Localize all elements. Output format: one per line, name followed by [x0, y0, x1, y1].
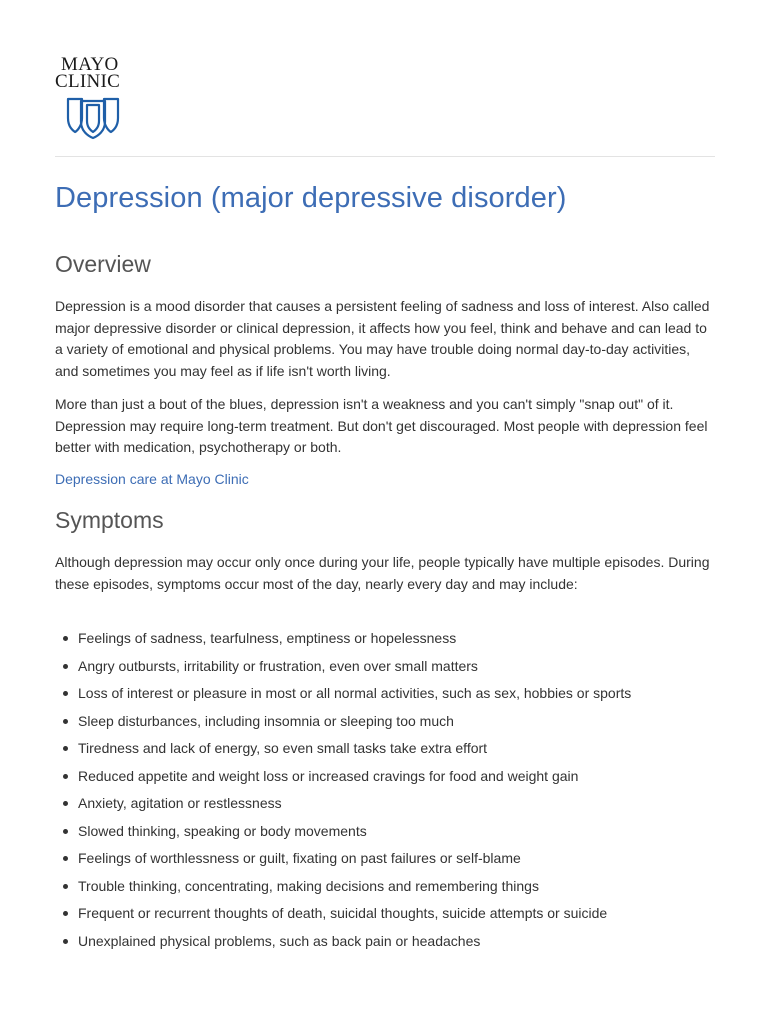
bullet-icon	[63, 691, 68, 696]
list-item	[55, 765, 715, 793]
symptom-text: Anxiety, agitation or restlessness	[78, 795, 282, 811]
header-divider	[55, 156, 715, 157]
bullet-icon	[63, 856, 68, 861]
list-item	[55, 902, 715, 930]
symptom-text: Angry outbursts, irritability or frustration, even over small matters	[78, 657, 478, 674]
bullet-icon	[63, 746, 68, 751]
symptom-text: Tiredness and lack of energy, so even small tasks take extra effort	[78, 740, 488, 756]
symptoms-list	[55, 627, 715, 957]
symptom-text: Feelings of worthlessness or guilt, fixating on past failures or self-blame	[78, 850, 521, 866]
symptom-text: Feelings of sadness, tearfulness, emptiness or hopelessness	[78, 630, 457, 646]
symptom-text: Reduced appetite and weight loss or increased cravings for food and weight gain	[78, 767, 579, 784]
overview-heading: Overview	[55, 251, 151, 277]
symptoms-heading: Symptoms	[55, 507, 164, 533]
list-item	[55, 682, 715, 710]
logo-wordmark-line1: MAYO	[61, 54, 119, 75]
bullet-icon	[63, 664, 68, 669]
symptom-text: Unexplained physical problems, such as back pain or headaches	[78, 932, 481, 949]
bullet-icon	[63, 719, 68, 724]
list-item	[55, 875, 715, 903]
logo-wordmark-line2: CLINIC	[55, 71, 121, 92]
bullet-icon	[63, 939, 68, 944]
list-item	[55, 627, 715, 655]
overview-paragraph-2: More than just a bout of the blues, depression isn't a weakness and you can't simply "snap out" of it. Depression may require long-term treatment. But don't get discouraged. Most people with depression feel better with medication, psychotherapy or both.	[55, 396, 708, 455]
bullet-icon	[63, 829, 68, 834]
symptom-text: Frequent or recurrent thoughts of death, suicidal thoughts, suicide attempts or suicide	[78, 905, 608, 921]
bullet-icon	[63, 801, 68, 806]
list-item	[55, 930, 715, 958]
list-item	[55, 820, 715, 848]
bullet-icon	[63, 884, 68, 889]
mayo-clinic-logo[interactable]	[55, 56, 131, 140]
bullet-icon	[63, 911, 68, 916]
list-item	[55, 710, 715, 738]
symptoms-intro: Although depression may occur only once during your life, people typically have multiple episodes. During these episodes, symptoms occur most of the day, nearly every day and may include:	[55, 554, 710, 592]
bullet-icon	[63, 774, 68, 779]
list-item	[55, 655, 715, 683]
bullet-icon	[63, 636, 68, 641]
symptom-text: Trouble thinking, concentrating, making decisions and remembering things	[78, 877, 539, 894]
overview-paragraph-1: Depression is a mood disorder that causes a persistent feeling of sadness and loss of interest. Also called major depressive disorder or clinical depression, it affects how you feel, think and behave and can lead to a variety of emotional and physical problems. You may have trouble doing normal day-to-day activities, and sometimes you may feel as if life isn't worth living.	[55, 298, 710, 379]
list-item	[55, 737, 715, 765]
depression-care-link[interactable]: Depression care at Mayo Clinic	[55, 471, 249, 487]
list-item	[55, 792, 715, 820]
page-title: Depression (major depressive disorder)	[55, 182, 567, 214]
list-item	[55, 847, 715, 875]
mayo-shield-icon	[66, 96, 120, 140]
symptom-text: Loss of interest or pleasure in most or all normal activities, such as sex, hobbies or sports	[78, 685, 632, 701]
symptom-text: Slowed thinking, speaking or body movements	[78, 822, 367, 839]
symptom-text: Sleep disturbances, including insomnia or sleeping too much	[78, 712, 454, 729]
